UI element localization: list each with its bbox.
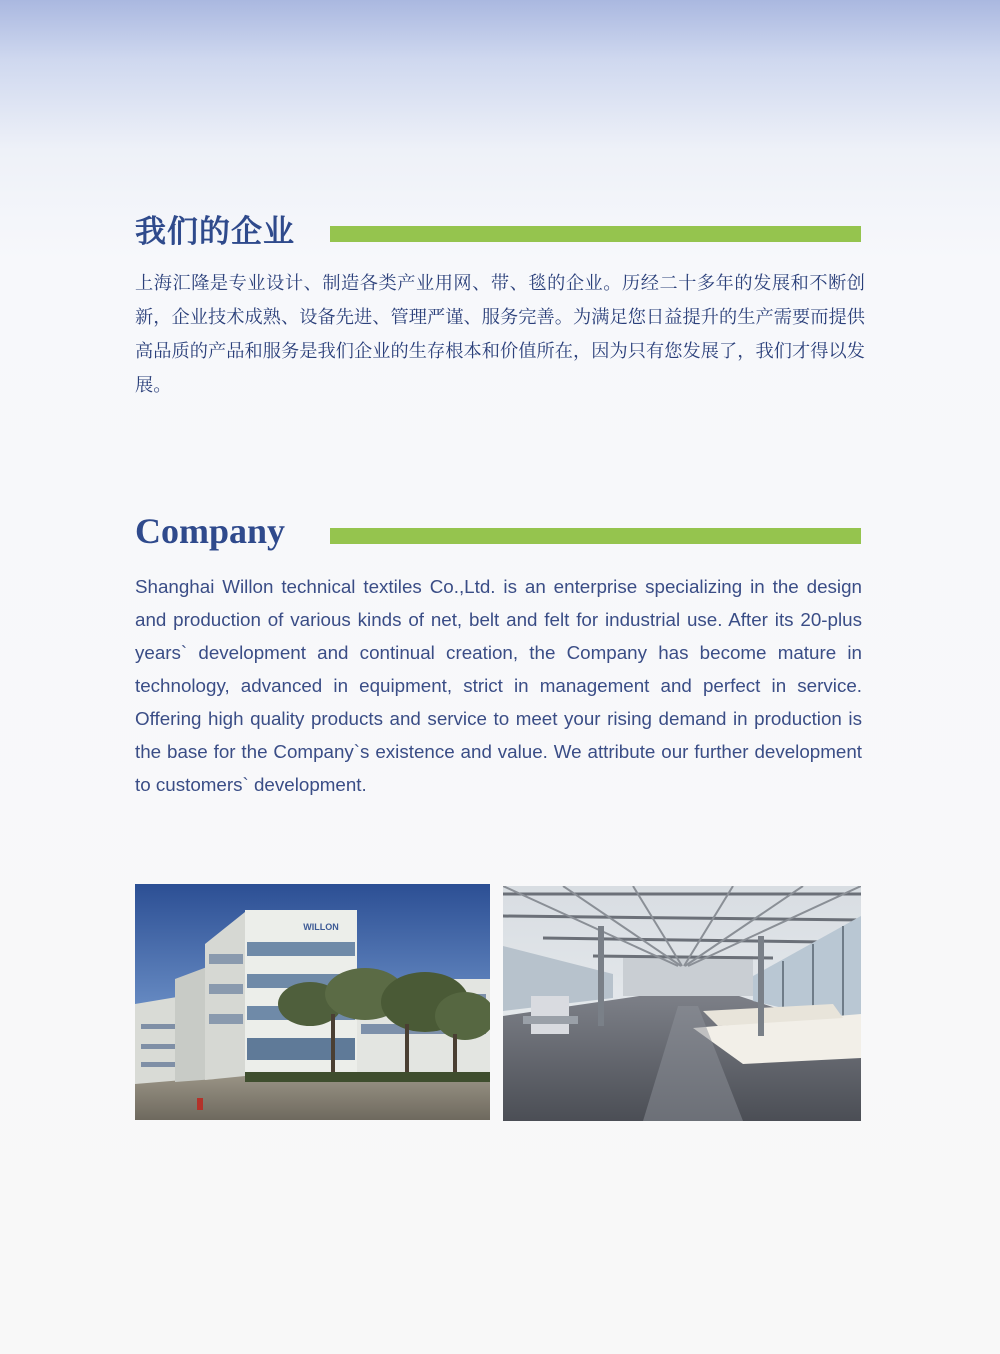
en-heading-accent-bar [330, 528, 861, 544]
cn-section-title: 我们的企业 [135, 213, 295, 250]
cn-heading-accent-bar [330, 226, 861, 242]
company-building-photo [135, 884, 490, 1120]
cn-section-body: 上海汇隆是专业设计、制造各类产业用网、带、毯的企业。历经二十多年的发展和不断创新，企业技术成熟、设备先进、管理严谨、服务完善。为满足您日益提升的生产需要而提供高品质的产品和服务是我们企业的生存根本和价值所在，因为只有您发展了，我们才得以发展。 [135, 273, 865, 396]
en-section-body: Shanghai Willon technical textiles Co.,Ltd. is an enterprise specializing in the design and production of various kinds of net, belt and felt for industrial use. After its 20-plus years` development and continual creation, the Company has become mature in technology, advanced in equipment, strict in management and perfect in service. Offering high quality products and service to meet your rising demand in production is the base for the Company`s existence and value. We attribute our further development to customers` development. [135, 576, 862, 795]
en-section-title: Company [135, 511, 286, 551]
en-section-heading [135, 507, 285, 555]
cn-section-heading [135, 204, 295, 252]
building-sign-text: WILLON [303, 922, 339, 932]
workshop-interior-photo [503, 886, 861, 1121]
